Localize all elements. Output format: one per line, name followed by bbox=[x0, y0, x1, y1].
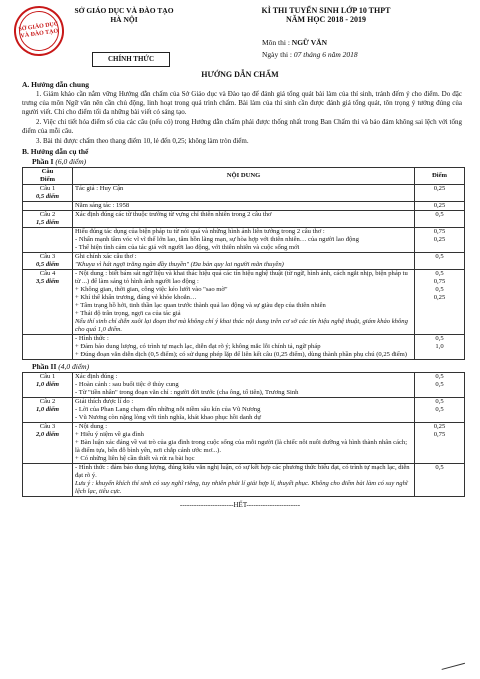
content-line: - Nội dung : bbox=[75, 423, 108, 430]
content-line: + Có những liên hệ cần thiết và rút ra bài học bbox=[75, 455, 195, 462]
part1-row bbox=[23, 253, 465, 270]
question-header bbox=[23, 168, 73, 185]
question-points: 1,0 điểm bbox=[35, 406, 60, 413]
score-value: 0,5 bbox=[435, 373, 444, 380]
question-cell bbox=[23, 335, 73, 360]
score-value: 0,5 bbox=[435, 398, 444, 405]
content-header: NỘI DUNG bbox=[73, 168, 415, 185]
part2-points: (4,0 điểm) bbox=[58, 362, 90, 371]
part2-row bbox=[23, 398, 465, 423]
question-number: Câu 2 bbox=[39, 398, 56, 405]
score-value: 0,5 bbox=[435, 270, 444, 277]
points-header-label: Điểm bbox=[39, 176, 55, 183]
general-guidance-title: A. Hướng dẫn chung bbox=[22, 80, 90, 89]
content-line: - Hình thức : đảm bảo dung lượng, đúng kiểu văn nghị luận, có sự kết hợp các phương thức biểu đạt, có trình tự mạch lạc, diễn đạt rõ ý. bbox=[75, 464, 410, 479]
question-cell bbox=[23, 211, 73, 228]
content-cell bbox=[73, 270, 415, 335]
part2-row bbox=[23, 464, 465, 497]
content-cell bbox=[73, 335, 415, 360]
question-cell bbox=[23, 202, 73, 211]
score-value: 0,25 bbox=[433, 236, 446, 243]
content-cell bbox=[73, 228, 415, 253]
content-line: Xác định đúng : bbox=[75, 373, 118, 380]
part1-table-header bbox=[23, 168, 465, 185]
content-line: Hiểu đúng tác dụng của biện pháp tu từ nói quá và những hình ảnh liên tưởng trong 2 câu thơ : bbox=[75, 228, 325, 235]
question-header-label: Câu bbox=[41, 168, 54, 175]
content-line: "Khuya vì hát ngợi trăng ngàn đầy thuyền" (Đa bản quy lai người mãn thuyền) bbox=[75, 261, 284, 268]
content-line: Ghi chính xác câu thơ : bbox=[75, 253, 137, 260]
score-header: Điểm bbox=[415, 168, 465, 185]
content-line: + Khí thế khẩn trương, đáng vẻ khỏe khoắn… bbox=[75, 294, 197, 301]
question-cell bbox=[23, 253, 73, 270]
question-cell bbox=[23, 228, 73, 253]
content-line: + Không gian, thời gian, công việc kéo lưới vào "sao mờ" bbox=[75, 286, 228, 293]
end-marker: -----------------------HẾT----------------------- bbox=[179, 501, 301, 509]
part2-label: Phần II bbox=[32, 362, 57, 371]
content-cell bbox=[73, 253, 415, 270]
question-points: 2,0 điểm bbox=[35, 431, 60, 438]
part1-row bbox=[23, 228, 465, 253]
general-paragraph-1: 1. Giám khảo cần nắm vững Hướng dẫn chấm của Sở Giáo dục và Đào tạo để đánh giá tổng quát bài làm của thí sinh, tránh đếm ý cho điểm. Do đặc trưng của môn Ngữ văn nên cần chủ động, linh hoạt trong quá trình chấm. Bài làm của thí sinh cần được đánh giá tổng quát, tôn trọng ý tưởng đúng của người viết. Chỉ cho điểm tối đa những bài viết có sáng tạo. bbox=[22, 90, 462, 116]
question-points: 0,5 điểm bbox=[35, 193, 60, 200]
subject-value: NGỮ VĂN bbox=[291, 38, 328, 47]
content-line: Nếu thí sinh chỉ diễn xuôi lại đoạn thơ mà không chỉ ý khai thác nội dung trên cơ sở các tín hiệu nghệ thuật, giám khảo không cho quá 1,0 điểm. bbox=[75, 318, 408, 333]
content-line: + Đúng đoạn văn diễn dịch (0,5 điểm); có sử dụng phép lặp để liên kết câu (0,25 điểm), dùng thành phần phụ chú (0,25 điểm) bbox=[75, 351, 407, 358]
question-cell bbox=[23, 423, 73, 464]
content-cell bbox=[73, 464, 415, 497]
score-cell bbox=[415, 211, 465, 228]
score-value: 0,5 bbox=[435, 381, 444, 388]
question-cell bbox=[23, 373, 73, 398]
score-cell bbox=[415, 228, 465, 253]
school-year: NĂM HỌC 2018 - 2019 bbox=[286, 15, 366, 24]
content-cell bbox=[73, 373, 415, 398]
content-line: - Vũ Nương còn nặng lòng với tình nghĩa, khát khao phục hồi danh dự bbox=[75, 414, 261, 421]
exam-header bbox=[226, 6, 426, 24]
question-points: 3,5 điểm bbox=[35, 278, 60, 285]
content-line: Xác định đúng các từ thuộc trường từ vựng chỉ thiên nhiên trong 2 câu thơ bbox=[75, 211, 272, 218]
department-header bbox=[64, 6, 184, 24]
score-cell bbox=[415, 398, 465, 423]
content-line: Giải thích được lí do : bbox=[75, 398, 134, 405]
score-value: 0,25 bbox=[433, 185, 446, 192]
score-value: 0,5 bbox=[435, 253, 444, 260]
score-cell bbox=[415, 335, 465, 360]
content-line: - Thể hiện tình cảm của tác giả với người lao động, với thiên nhiên và cuộc sống mới bbox=[75, 244, 300, 251]
signature-mark bbox=[439, 653, 465, 670]
content-cell bbox=[73, 211, 415, 228]
content-line: Tác giả : Huy Cận bbox=[75, 185, 124, 192]
score-value: 0,25 bbox=[433, 423, 446, 430]
subject-line bbox=[262, 38, 327, 48]
date-value: 07 tháng 6 năm 2018 bbox=[293, 50, 358, 59]
content-line: + Hiểu ý niệm về gia đình bbox=[75, 431, 144, 438]
question-number: Câu 4 bbox=[39, 270, 56, 277]
content-line: + Bàn luận xác đáng về vai trò của gia đình trong cuộc sống của mỗi người (là chiếc nôi nuôi dưỡng và hình thành nhân cách; là điểm tựa, bến đỗ bình yên, nơi chắp cánh ước mơ...). bbox=[75, 439, 408, 454]
score-cell bbox=[415, 270, 465, 335]
content-line: Lưu ý : khuyến khích thí sinh có suy nghĩ riêng, tuy nhiên phải lí giải hợp lí, thuyết phục. Không cho điểm bài làm có suy nghĩ lệch lạc, tiêu cực. bbox=[75, 480, 408, 495]
question-points: 1,0 điểm bbox=[35, 381, 60, 388]
content-cell bbox=[73, 185, 415, 202]
content-line: + Tâm trạng hồ hởi, tinh thần lạc quan trước thành quả lao động và sự giàu đẹp của thiên nhiên bbox=[75, 302, 326, 309]
part1-title bbox=[32, 157, 86, 166]
score-value: 0,75 bbox=[433, 431, 446, 438]
score-value: 0,5 bbox=[435, 211, 444, 218]
part2-row bbox=[23, 373, 465, 398]
score-value: 0,5 bbox=[435, 286, 444, 293]
question-cell bbox=[23, 270, 73, 335]
part2-table bbox=[22, 372, 465, 497]
general-paragraph-2: 2. Việc chi tiết hóa điểm số của các câu (nếu có) trong Hướng dẫn chấm phải được thống nhất trong Ban Chấm thi và bảo đảm không sai lệch với tổng điểm của mỗi câu. bbox=[22, 118, 462, 135]
content-line: - Nhấn mạnh tầm vóc vĩ vĩ thế lớn lao, tâm hồn lãng mạn, sự hòa hợp với thiên nhiên… của người lao động bbox=[75, 236, 359, 243]
exam-title: KÌ THI TUYỂN SINH LỚP 10 THPT bbox=[261, 6, 391, 15]
score-cell bbox=[415, 185, 465, 202]
question-points: 1,5 điểm bbox=[35, 219, 60, 226]
score-value: 0,75 bbox=[433, 228, 446, 235]
stamp-text: SỞ GIÁO DỤC VÀ ĐÀO TẠO bbox=[18, 21, 59, 40]
score-value: 0,25 bbox=[433, 294, 446, 301]
score-value: 0,5 bbox=[435, 464, 444, 471]
question-cell bbox=[23, 185, 73, 202]
part1-table bbox=[22, 167, 465, 360]
score-cell bbox=[415, 464, 465, 497]
content-cell bbox=[73, 202, 415, 211]
part1-points: (6,0 điểm) bbox=[55, 157, 87, 166]
score-value: 0,25 bbox=[433, 202, 446, 209]
score-value: 0,5 bbox=[435, 335, 444, 342]
date-label: Ngày thi : bbox=[262, 50, 292, 59]
question-cell bbox=[23, 464, 73, 497]
content-cell bbox=[73, 398, 415, 423]
content-line: + Đảm bảo dung lượng, có trình tự mạch lạc, diễn đạt rõ ý; không mắc lỗi chính tả, ngữ pháp bbox=[75, 343, 321, 350]
score-cell bbox=[415, 373, 465, 398]
date-line bbox=[262, 50, 358, 60]
score-cell bbox=[415, 253, 465, 270]
question-cell bbox=[23, 398, 73, 423]
part1-row bbox=[23, 202, 465, 211]
question-number: Câu 3 bbox=[39, 423, 56, 430]
specific-guidance-title: B. Hướng dẫn cụ thể bbox=[22, 147, 89, 156]
part1-row bbox=[23, 185, 465, 202]
official-seal-stamp bbox=[11, 3, 67, 59]
question-number: Câu 3 bbox=[39, 253, 56, 260]
part1-row bbox=[23, 211, 465, 228]
question-points: 0,5 điểm bbox=[35, 261, 60, 268]
score-value: 0,5 bbox=[435, 406, 444, 413]
score-value: 0,75 bbox=[433, 278, 446, 285]
document-title: HƯỚNG DẪN CHẤM bbox=[201, 70, 279, 79]
general-paragraph-3: 3. Bài thi được chấm theo thang điểm 10, lẻ đến 0,25; không làm tròn điểm. bbox=[36, 137, 249, 145]
content-line: - Lời của Phan Lang chạm đến những nỗi niềm sâu kín của Vũ Nương bbox=[75, 406, 261, 413]
question-number: Câu 2 bbox=[39, 211, 56, 218]
question-number: Câu 1 bbox=[39, 373, 56, 380]
part2-title bbox=[32, 362, 89, 371]
content-cell bbox=[73, 423, 415, 464]
score-cell bbox=[415, 202, 465, 211]
official-badge: CHÍNH THỨC bbox=[92, 52, 170, 67]
department-name: SỞ GIÁO DỤC VÀ ĐÀO TẠO bbox=[74, 6, 174, 15]
subject-label: Môn thi : bbox=[262, 38, 290, 47]
department-city: HÀ NỘI bbox=[110, 15, 138, 24]
content-line: - Hình thức : bbox=[75, 335, 109, 342]
content-line: - Từ "tiền nhân" trong đoạn văn chỉ : người đời trước (cha ông, tổ tiên), Trương Sinh bbox=[75, 389, 299, 396]
part1-label: Phần I bbox=[32, 157, 54, 166]
part2-row bbox=[23, 423, 465, 464]
content-line: - Nội dung : biết bám sát ngữ liệu và khai thác hiệu quả các tín hiệu nghệ thuật (từ ngữ, hình ảnh, cách ngắt nhịp, biện pháp tu từ ...) để làm sáng tỏ hình ảnh người lao động : bbox=[75, 270, 408, 285]
question-number: Câu 1 bbox=[39, 185, 56, 192]
content-line: Năm sáng tác : 1958 bbox=[75, 202, 130, 209]
score-value: 1,0 bbox=[435, 343, 444, 350]
part1-row bbox=[23, 270, 465, 335]
content-line: - Hoàn cảnh : sau buổi tiệc ở thủy cung bbox=[75, 381, 179, 388]
content-line: + Thái độ trân trọng, ngợi ca của tác giả bbox=[75, 310, 181, 317]
part1-row bbox=[23, 335, 465, 360]
score-cell bbox=[415, 423, 465, 464]
